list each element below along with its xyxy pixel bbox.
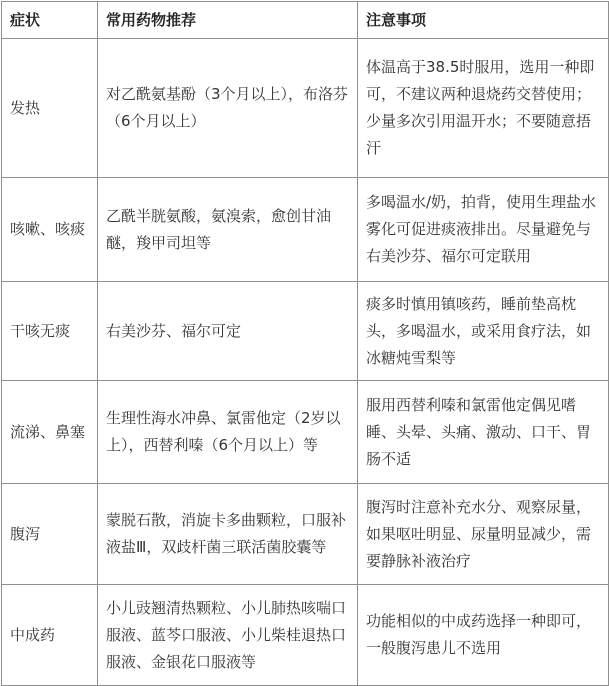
medicine-cell [98, 178, 358, 282]
medicine-cell [98, 381, 358, 484]
symptom-cell [2, 282, 98, 381]
header-notes: 注意事项 [358, 2, 609, 39]
medicine-cell [98, 39, 358, 178]
medicine-cell [98, 484, 358, 585]
medicine-text: 乙酰半胱氨酸，氨溴索，愈创甘油醚，羧甲司坦等 [106, 206, 332, 252]
medicine-cell [98, 282, 358, 381]
notes-cell [358, 381, 609, 484]
notes-text: 痰多时慎用镇咳药，睡前垫高枕头，多喝温水，或采用食疗法，如冰糖炖雪梨等 [366, 294, 592, 367]
notes-cell [358, 39, 609, 178]
table-row [2, 585, 609, 686]
symptom-text: 流涕、鼻塞 [10, 422, 86, 441]
symptom-cell [2, 39, 98, 178]
symptom-text: 咳嗽、咳痰 [10, 220, 86, 238]
table-row [2, 39, 609, 178]
header-symptom: 症状 [2, 2, 98, 39]
symptom-cell [2, 381, 98, 484]
symptom-text: 干咳无痰 [10, 321, 71, 340]
notes-cell [358, 282, 609, 381]
symptom-cell [2, 585, 98, 686]
header-medicine: 常用药物推荐 [98, 2, 358, 39]
medicine-text: 蒙脱石散，消旋卡多曲颗粒，口服补液盐Ⅲ，双歧杆菌三联活菌胶囊等 [106, 511, 347, 556]
symptom-text: 发热 [10, 98, 41, 117]
medicine-text: 右美沙芬、福尔可定 [106, 321, 242, 340]
symptom-cell [2, 178, 98, 282]
table-row [2, 381, 609, 484]
table-row [2, 282, 609, 381]
notes-cell [358, 484, 609, 585]
medication-table [1, 1, 609, 686]
medicine-text: 小儿豉翘清热颗粒、小儿肺热咳喘口服液、蓝芩口服液、小儿柴桂退热口服液、金银花口服液等 [106, 598, 347, 671]
table-row [2, 178, 609, 282]
notes-text: 体温高于38.5时服用，选用一种即可，不建议两种退烧药交替使用；少量多次引用温开水；不要随意捂汗 [366, 58, 595, 157]
notes-text: 腹泻时注意补充水分、观察尿量，如果呕吐明显、尿量明显减少，需要静脉补液治疗 [366, 497, 592, 570]
table-header-row [2, 2, 609, 39]
symptom-text: 腹泻 [10, 524, 41, 543]
symptom-text: 中成药 [10, 625, 56, 644]
notes-cell [358, 178, 609, 282]
medicine-text: 生理性海水冲鼻、氯雷他定（2岁以上），西替利嗪（6个月以上）等 [106, 409, 341, 454]
medicine-cell [98, 585, 358, 686]
notes-text: 服用西替利嗪和氯雷他定偶见嗜睡、头晕、头痛、激动、口干、胃肠不适 [366, 395, 592, 468]
notes-text: 多喝温水/奶，拍背，使用生理盐水雾化可促进痰液排出。尽量避免与右美沙芬、福尔可定联用 [366, 193, 597, 265]
notes-text: 功能相似的中成药选择一种即可，一般腹泻患儿不选用 [366, 612, 592, 657]
notes-cell [358, 585, 609, 686]
symptom-cell [2, 484, 98, 585]
medicine-text: 对乙酰氨基酚（3个月以上），布洛芬（6个月以上） [106, 85, 349, 130]
table-row [2, 484, 609, 585]
